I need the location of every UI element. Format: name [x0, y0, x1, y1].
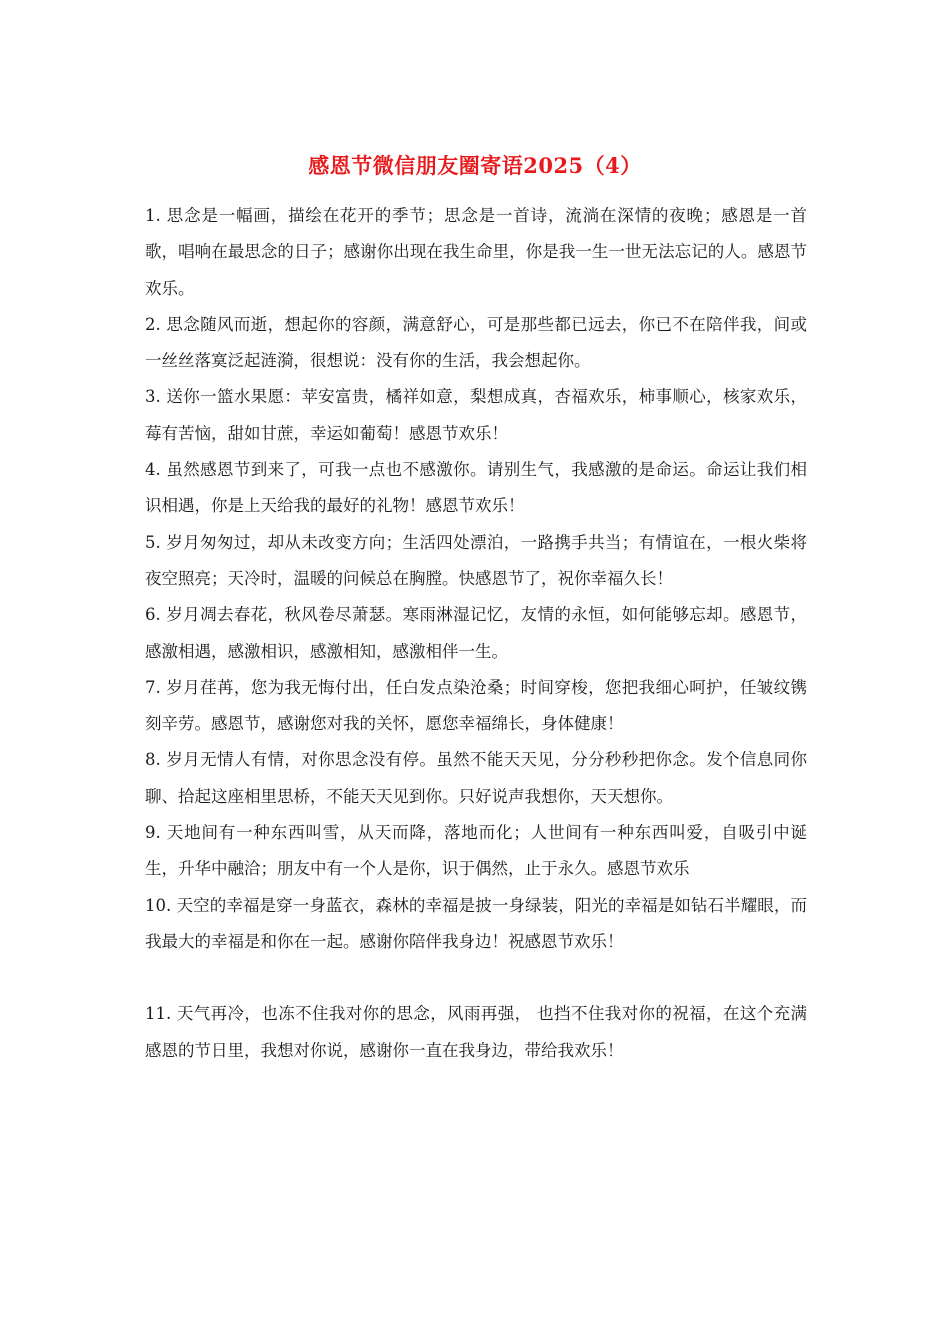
document-title: 感恩节微信朋友圈寄语2025（4）: [308, 153, 642, 178]
paragraph-9: 9. 天地间有一种东西叫雪，从天而降，落地而化；人世间有一种东西叫爱，自吸引中诞生，升华中融洽；朋友中有一个人是你，识于偶然，止于永久。感恩节欢乐: [145, 823, 807, 879]
paragraph-3: 3. 送你一篮水果愿：苹安富贵，橘祥如意，梨想成真，杏福欢乐，柿事顺心，核家欢乐，莓有苦恼，甜如甘蔗，幸运如葡萄！感恩节欢乐！: [145, 387, 807, 443]
paragraph-4: 4. 虽然感恩节到来了，可我一点也不感激你。请别生气，我感激的是命运。命运让我们相识相遇，你是上天给我的最好的礼物！感恩节欢乐！: [145, 460, 807, 516]
paragraph-1: 1. 思念是一幅画，描绘在花开的季节；思念是一首诗，流淌在深情的夜晚；感恩是一首歌，唱响在最思念的日子；感谢你出现在我生命里，你是我一生一世无法忘记的人。感恩节欢乐。: [145, 206, 807, 298]
paragraph-5: 5. 岁月匆匆过，却从未改变方向；生活四处漂泊，一路携手共当；有情谊在，一根火柴将夜空照亮；天冷时，温暖的问候总在胸膛。快感恩节了，祝你幸福久长！: [145, 532, 807, 588]
paragraph-10: 10. 天空的幸福是穿一身蓝衣，森林的幸福是披一身绿装，阳光的幸福是如钻石半耀眼，而我最大的幸福是和你在一起。感谢你陪伴我身边！祝感恩节欢乐！: [145, 895, 807, 951]
paragraph-2: 2. 思念随风而逝，想起你的容颜，满意舒心，可是那些都已远去，你已不在陪伴我，间或一丝丝落寞泛起涟漪，很想说：没有你的生活，我会想起你。: [145, 314, 807, 371]
paragraph-8: 8. 岁月无情人有情，对你思念没有停。虽然不能天天见，分分秒秒把你念。发个信息同你聊、拾起这座相里思桥，不能天天见到你。只好说声我想你，天天想你。: [145, 750, 807, 806]
paragraph-7: 7. 岁月荏苒，您为我无悔付出，任白发点染沧桑；时间穿梭，您把我细心呵护，任皱纹镌刻辛劳。感恩节，感谢您对我的关怀，愿您幸福绵长，身体健康！: [145, 677, 807, 734]
paragraph-11: 11. 天气再冷，也冻不住我对你的思念，风雨再强， 也挡不住我对你的祝福，在这个充满感恩的节日里，我想对你说，感谢你一直在我身边，带给我欢乐！: [145, 1004, 807, 1060]
paragraph-6: 6. 岁月凋去春花，秋风卷尽萧瑟。寒雨淋湿记忆，友情的永恒，如何能够忘却。感恩节，感激相遇，感激相识，感激相知，感激相伴一生。: [145, 605, 807, 661]
document-body: [145, 198, 807, 1069]
